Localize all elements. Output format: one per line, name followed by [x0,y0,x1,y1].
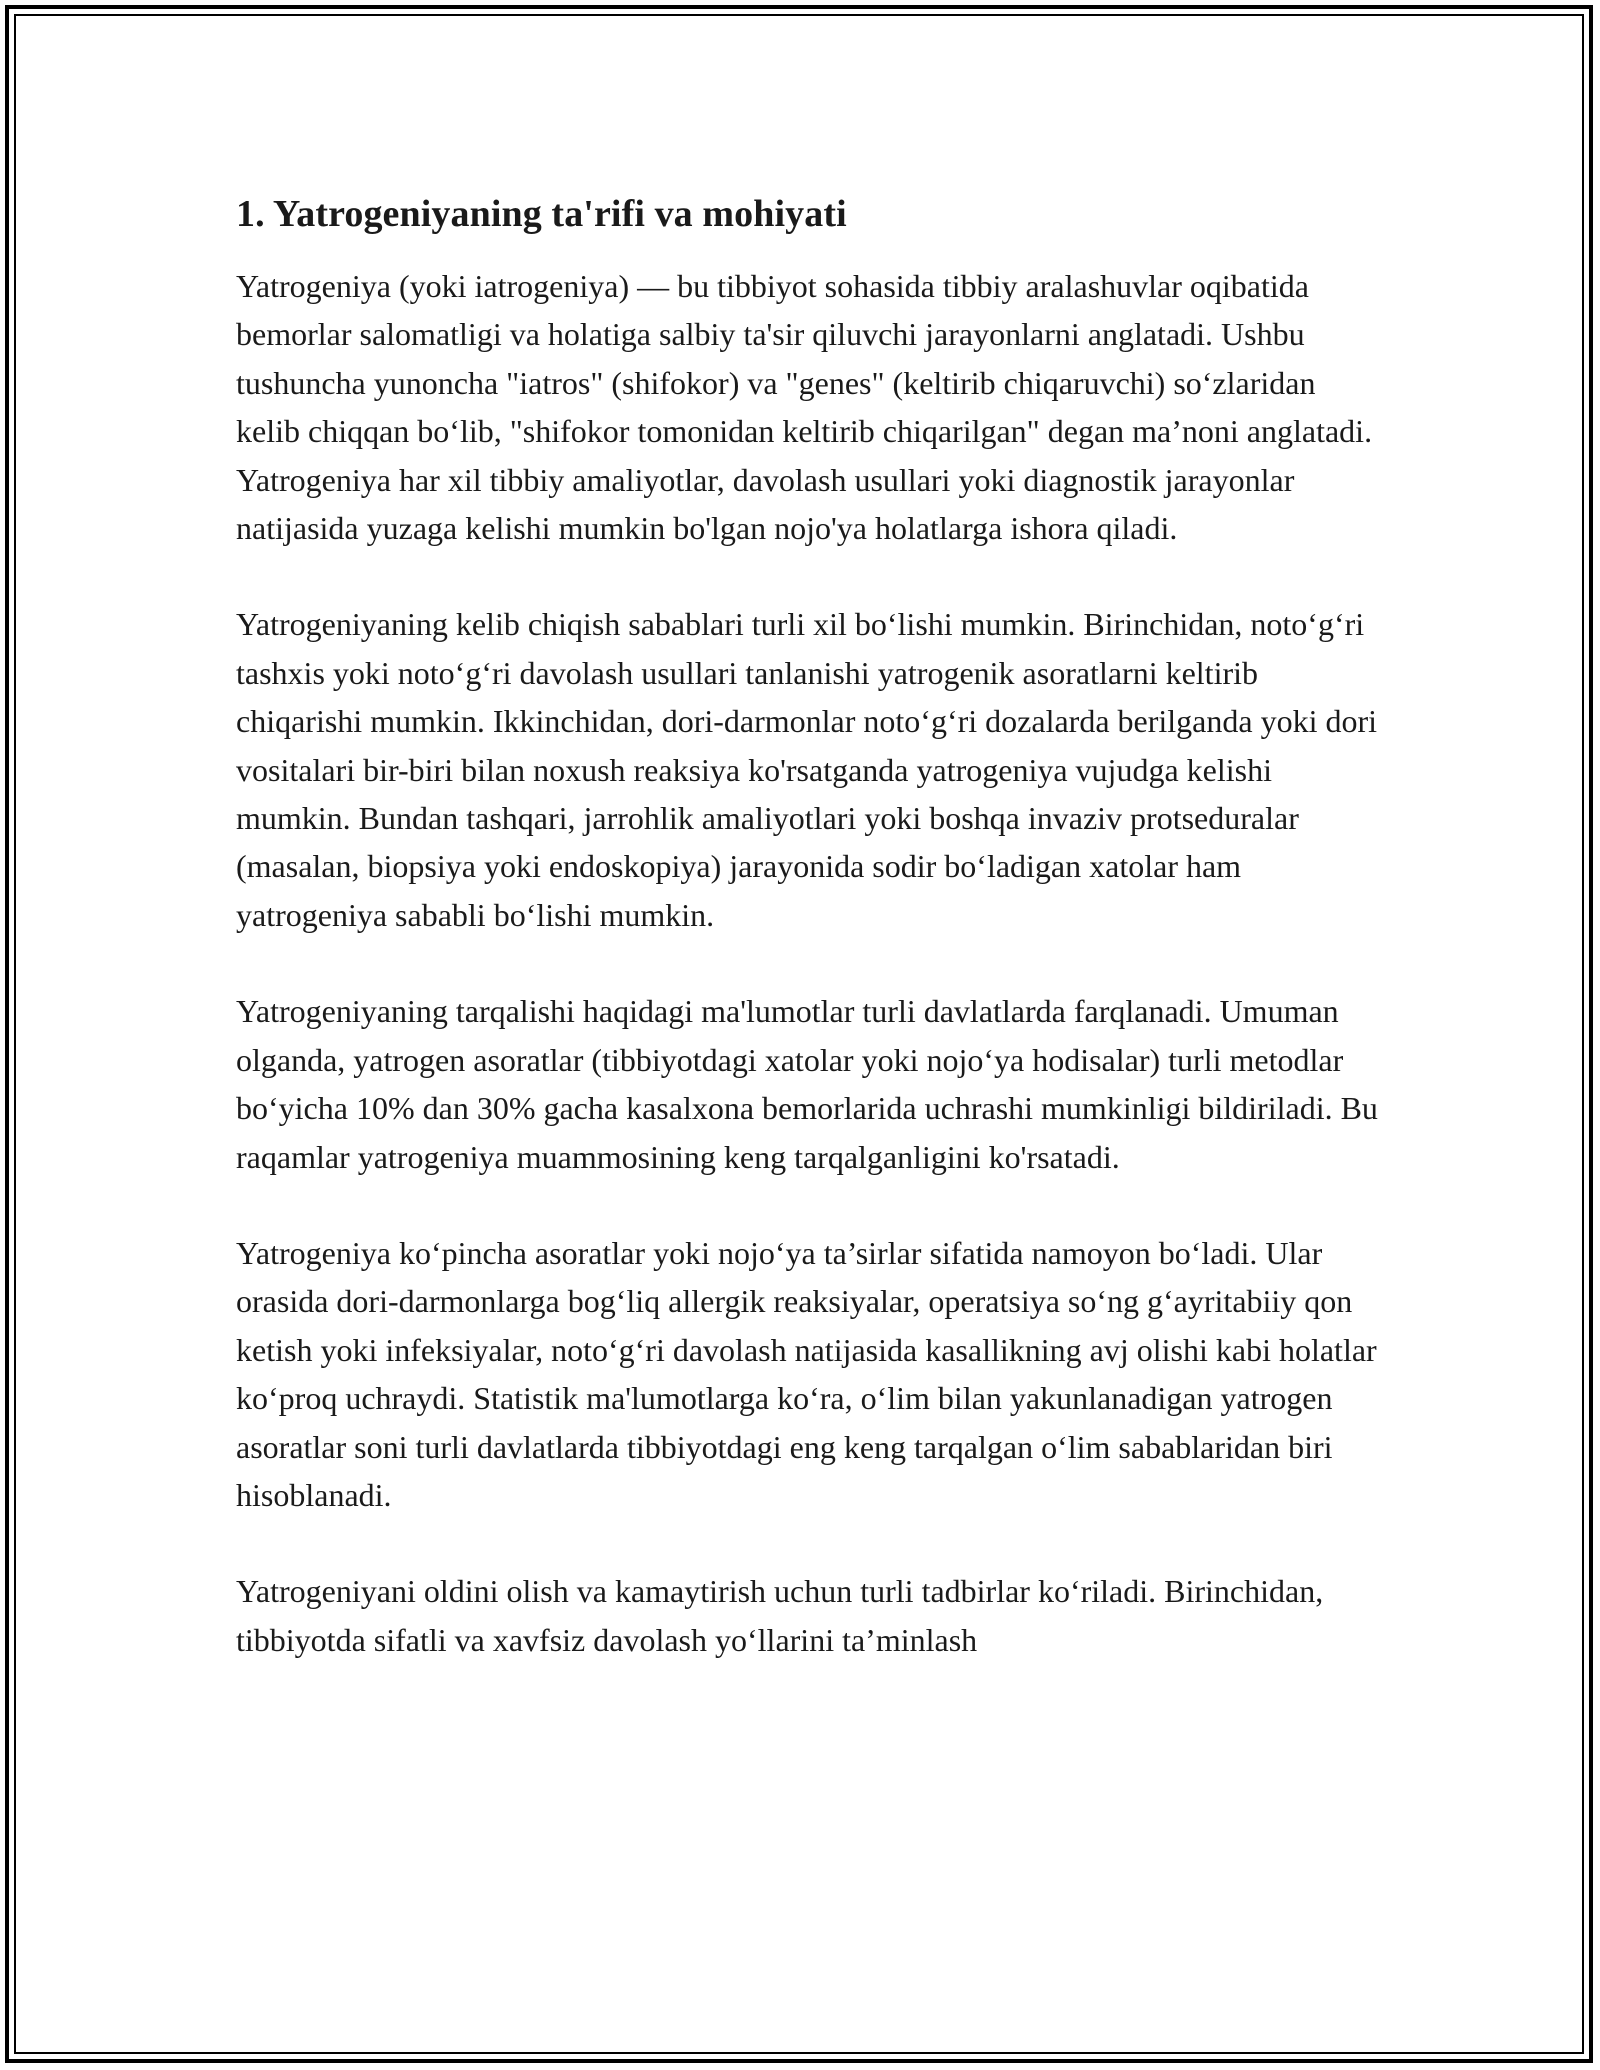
paragraph-prevention: Yatrogeniyani oldini olish va kamaytirish uchun turli tadbirlar ko‘riladi. Birinchidan, tibbiyotda sifatli va xavfsiz davolash yo‘llarini ta’minlash [236,1573,1324,1658]
paragraph-complications: Yatrogeniya ko‘pincha asoratlar yoki nojo‘ya ta’sirlar sifatida namoyon bo‘ladi. Ular orasida dori-darmonlarga bog‘liq allergik reaksiyalar, operatsiya so‘ng g‘ayritabiiy qon ketish yoki infeksiyalar, noto‘g‘ri davolash natijasida kasallikning avj olishi kabi holatlar ko‘proq uchraydi. Statistik ma'lumotlarga ko‘ra, o‘lim bilan yakunlanadigan yatrogen asoratlar soni turli davlatlarda tibbiyotdagi eng keng tarqalgan o‘lim sabablaridan biri hisoblanadi. [236,1234,1377,1513]
section-heading: 1. Yatrogeniyaning ta'rifi va mohiyati [236,193,847,235]
document-body [236,188,1386,1712]
paragraph-definition: Yatrogeniya (yoki iatrogeniya) — bu tibbiyot sohasida tibbiy aralashuvlar oqibatida bemorlar salomatligi va holatiga salbiy ta'sir qiluvchi jarayonlarni anglatadi. Ushbu tushuncha yunoncha "iatros" (shifokor) va "genes" (keltirib chiqaruvchi) so‘zlaridan kelib chiqqan bo‘lib, "shifokor tomonidan keltirib chiqarilgan" degan ma’noni anglatadi. Yatrogeniya har xil tibbiy amaliyotlar, davolash usullari yoki diagnostik jarayonlar natijasida yuzaga kelishi mumkin bo'lgan nojo'ya holatlarga ishora qiladi. [236,268,1373,547]
paragraph-causes: Yatrogeniyaning kelib chiqish sabablari turli xil bo‘lishi mumkin. Birinchidan, noto‘g‘ri tashxis yoki noto‘g‘ri davolash usullari tanlanishi yatrogenik asoratlarni keltirib chiqarishi mumkin. Ikkinchidan, dori-darmonlar noto‘g‘ri dozalarda berilganda yoki dori vositalari bir-biri bilan noxush reaksiya ko'rsatganda yatrogeniya vujudga kelishi mumkin. Bundan tashqari, jarrohlik amaliyotlari yoki boshqa invaziv protseduralar (masalan, biopsiya yoki endoskopiya) jarayonida sodir bo‘ladigan xatolar ham yatrogeniya sababli bo‘lishi mumkin. [236,606,1377,933]
paragraph-prevalence: Yatrogeniyaning tarqalishi haqidagi ma'lumotlar turli davlatlarda farqlanadi. Umuman olganda, yatrogen asoratlar (tibbiyotdagi xatolar yoki nojo‘ya hodisalar) turli metodlar bo‘yicha 10% dan 30% gacha kasalxona bemorlarida uchrashi mumkinligi bildiriladi. Bu raqamlar yatrogeniya muammosining keng tarqalganligini ko'rsatadi. [236,993,1378,1175]
